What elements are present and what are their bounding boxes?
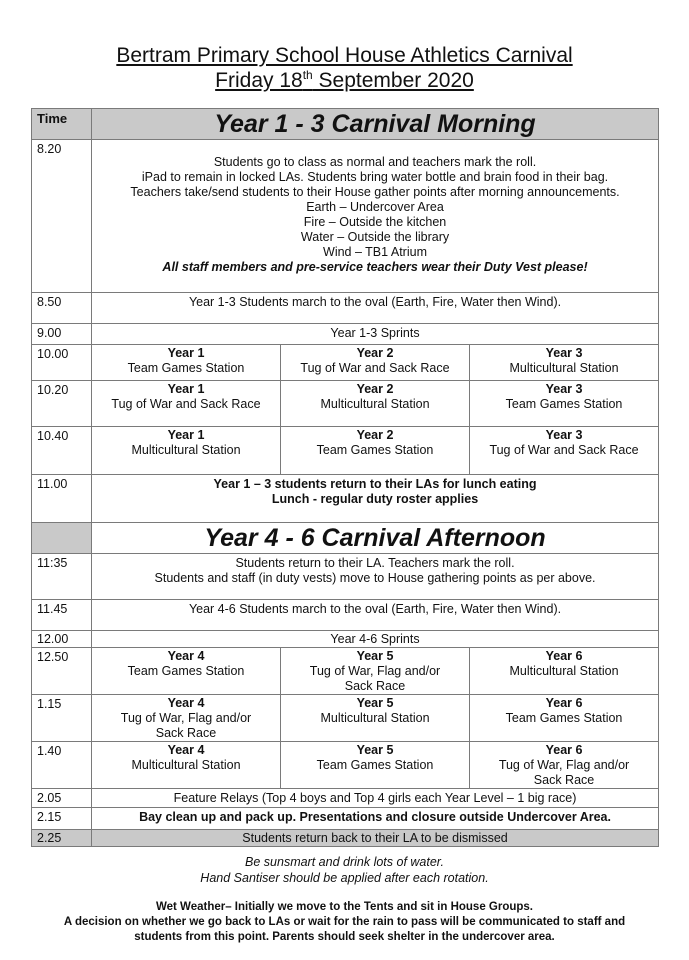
table-row bbox=[32, 631, 659, 648]
wet-weather-line: A decision on whether we go back to LAs or wait for the rain to pass will be communicated to staff and bbox=[63, 916, 626, 928]
cell-year: Year 5 bbox=[356, 649, 394, 663]
cell-activity: Multicultural Station bbox=[509, 361, 619, 375]
row-time: 10.20 bbox=[32, 381, 92, 427]
cell-year: Year 6 bbox=[545, 649, 583, 663]
afternoon-header-time-cell bbox=[32, 523, 92, 554]
row-time: 11.45 bbox=[32, 600, 92, 631]
date-suffix: September 2020 bbox=[312, 69, 474, 92]
date-ordinal: th bbox=[302, 68, 313, 82]
rotation-cell bbox=[92, 648, 281, 695]
row-time: 12.00 bbox=[32, 631, 92, 648]
table-row bbox=[32, 475, 659, 523]
row-time: 9.00 bbox=[32, 324, 92, 345]
table-row bbox=[32, 742, 659, 789]
row-time: 8.20 bbox=[32, 140, 92, 293]
cell-activity: Team Games Station bbox=[127, 664, 245, 678]
afternoon-section-header: Year 4 - 6 Carnival Afternoon bbox=[92, 523, 659, 554]
rotation-cell bbox=[92, 427, 281, 475]
rotation-cell bbox=[281, 695, 470, 742]
rotation-cell bbox=[281, 742, 470, 789]
row-description bbox=[92, 554, 659, 600]
house-location-earth: Earth – Undercover Area bbox=[306, 200, 444, 214]
row-time: 12.50 bbox=[32, 648, 92, 695]
row-time: 1.40 bbox=[32, 742, 92, 789]
cell-activity: Team Games Station bbox=[316, 443, 434, 457]
rotation-cell bbox=[470, 695, 659, 742]
description-line: Students go to class as normal and teachers mark the roll. bbox=[213, 155, 537, 169]
row-time: 10.40 bbox=[32, 427, 92, 475]
cell-year: Year 2 bbox=[356, 428, 394, 442]
cell-year: Year 5 bbox=[356, 743, 394, 757]
table-row bbox=[32, 381, 659, 427]
table-row bbox=[32, 808, 659, 830]
row-description bbox=[92, 140, 659, 293]
row-description: Year 1-3 Students march to the oval (Earth, Fire, Water then Wind). bbox=[92, 293, 659, 324]
cell-year: Year 1 bbox=[167, 346, 205, 360]
rotation-cell bbox=[470, 742, 659, 789]
table-row bbox=[32, 293, 659, 324]
cell-activity: Multicultural Station bbox=[131, 758, 241, 772]
table-row bbox=[32, 554, 659, 600]
cell-year: Year 6 bbox=[545, 743, 583, 757]
cell-year: Year 4 bbox=[167, 696, 205, 710]
row-time: 2.05 bbox=[32, 789, 92, 808]
afternoon-header-row bbox=[32, 523, 659, 554]
lunch-return-line: Year 1 – 3 students return to their LAs for lunch eating bbox=[213, 477, 537, 491]
rotation-cell bbox=[470, 381, 659, 427]
date-prefix: Friday 18 bbox=[215, 69, 303, 92]
row-time: 2.25 bbox=[32, 830, 92, 847]
cell-activity: Team Games Station bbox=[505, 711, 623, 725]
cell-year: Year 3 bbox=[545, 428, 583, 442]
rotation-cell bbox=[470, 345, 659, 381]
table-row bbox=[32, 345, 659, 381]
cell-activity: Multicultural Station bbox=[320, 397, 430, 411]
description-line: Students and staff (in duty vests) move to House gathering points as per above. bbox=[154, 571, 596, 585]
cell-activity: Tug of War and Sack Race bbox=[111, 397, 261, 411]
cell-activity: Multicultural Station bbox=[320, 711, 430, 725]
table-row bbox=[32, 830, 659, 847]
table-row bbox=[32, 140, 659, 293]
cell-activity: Team Games Station bbox=[505, 397, 623, 411]
cell-year: Year 2 bbox=[356, 382, 394, 396]
row-description: Feature Relays (Top 4 boys and Top 4 girls each Year Level – 1 big race) bbox=[92, 789, 659, 808]
description-line: Teachers take/send students to their House gather points after morning announcements. bbox=[130, 185, 620, 199]
house-location-water: Water – Outside the library bbox=[300, 230, 450, 244]
lunch-roster-line: Lunch - regular duty roster applies bbox=[271, 492, 479, 506]
cell-activity: Tug of War and Sack Race bbox=[300, 361, 450, 375]
duty-vest-note: All staff members and pre-service teachers wear their Duty Vest please! bbox=[162, 260, 588, 274]
cell-activity: Tug of War, Flag and/or Sack Race bbox=[309, 664, 441, 693]
rotation-cell bbox=[470, 427, 659, 475]
cell-activity: Team Games Station bbox=[127, 361, 245, 375]
description-line: Students return to their LA. Teachers mark the roll. bbox=[235, 556, 515, 570]
rotation-cell bbox=[281, 427, 470, 475]
rotation-cell bbox=[281, 648, 470, 695]
row-description: Bay clean up and pack up. Presentations and closure outside Undercover Area. bbox=[92, 808, 659, 830]
table-row bbox=[32, 648, 659, 695]
cell-year: Year 1 bbox=[167, 428, 205, 442]
cell-year: Year 4 bbox=[167, 649, 205, 663]
row-time: 1.15 bbox=[32, 695, 92, 742]
wet-weather-line: students from this point. Parents should seek shelter in the undercover area. bbox=[134, 931, 555, 943]
row-time: 2.15 bbox=[32, 808, 92, 830]
cell-year: Year 1 bbox=[167, 382, 205, 396]
cell-activity: Multicultural Station bbox=[509, 664, 619, 678]
house-location-fire: Fire – Outside the kitchen bbox=[303, 215, 447, 229]
row-description: Year 1-3 Sprints bbox=[92, 324, 659, 345]
row-time: 8.50 bbox=[32, 293, 92, 324]
cell-activity: Multicultural Station bbox=[131, 443, 241, 457]
house-location-wind: Wind – TB1 Atrium bbox=[323, 245, 427, 259]
rotation-cell bbox=[470, 648, 659, 695]
carnival-schedule-table bbox=[31, 108, 659, 847]
sunsmart-note: Be sunsmart and drink lots of water. bbox=[245, 855, 444, 869]
cell-activity: Tug of War, Flag and/or Sack Race bbox=[498, 758, 630, 787]
rotation-cell bbox=[281, 381, 470, 427]
cell-year: Year 2 bbox=[356, 346, 394, 360]
cell-year: Year 6 bbox=[545, 696, 583, 710]
time-column-header: Time bbox=[32, 109, 92, 140]
rotation-cell bbox=[92, 742, 281, 789]
table-row bbox=[32, 695, 659, 742]
row-description bbox=[92, 475, 659, 523]
cell-activity: Team Games Station bbox=[316, 758, 434, 772]
hand-sanitiser-note: Hand Santiser should be applied after each rotation. bbox=[200, 871, 489, 885]
row-time: 11.00 bbox=[32, 475, 92, 523]
cell-year: Year 3 bbox=[545, 382, 583, 396]
wet-weather-heading: Wet Weather– Initially we move to the Tents and sit in House Groups. bbox=[155, 901, 533, 913]
row-description: Year 4-6 Sprints bbox=[92, 631, 659, 648]
table-row bbox=[32, 789, 659, 808]
table-row bbox=[32, 427, 659, 475]
rotation-cell bbox=[92, 381, 281, 427]
cell-year: Year 4 bbox=[167, 743, 205, 757]
document-date bbox=[0, 69, 689, 93]
rotation-cell bbox=[92, 345, 281, 381]
morning-header-row bbox=[32, 109, 659, 140]
table-row bbox=[32, 324, 659, 345]
row-time: 11:35 bbox=[32, 554, 92, 600]
row-description: Students return back to their LA to be dismissed bbox=[92, 830, 659, 847]
cell-activity: Tug of War, Flag and/or Sack Race bbox=[120, 711, 252, 740]
description-line: iPad to remain in locked LAs. Students bring water bottle and brain food in their bag. bbox=[141, 170, 609, 184]
cell-activity: Tug of War and Sack Race bbox=[489, 443, 639, 457]
rotation-cell bbox=[92, 695, 281, 742]
cell-year: Year 3 bbox=[545, 346, 583, 360]
row-time: 10.00 bbox=[32, 345, 92, 381]
document-title: Bertram Primary School House Athletics Carnival bbox=[116, 44, 573, 67]
cell-year: Year 5 bbox=[356, 696, 394, 710]
rotation-cell bbox=[281, 345, 470, 381]
morning-section-header: Year 1 - 3 Carnival Morning bbox=[92, 109, 659, 140]
row-description: Year 4-6 Students march to the oval (Earth, Fire, Water then Wind). bbox=[92, 600, 659, 631]
table-row bbox=[32, 600, 659, 631]
